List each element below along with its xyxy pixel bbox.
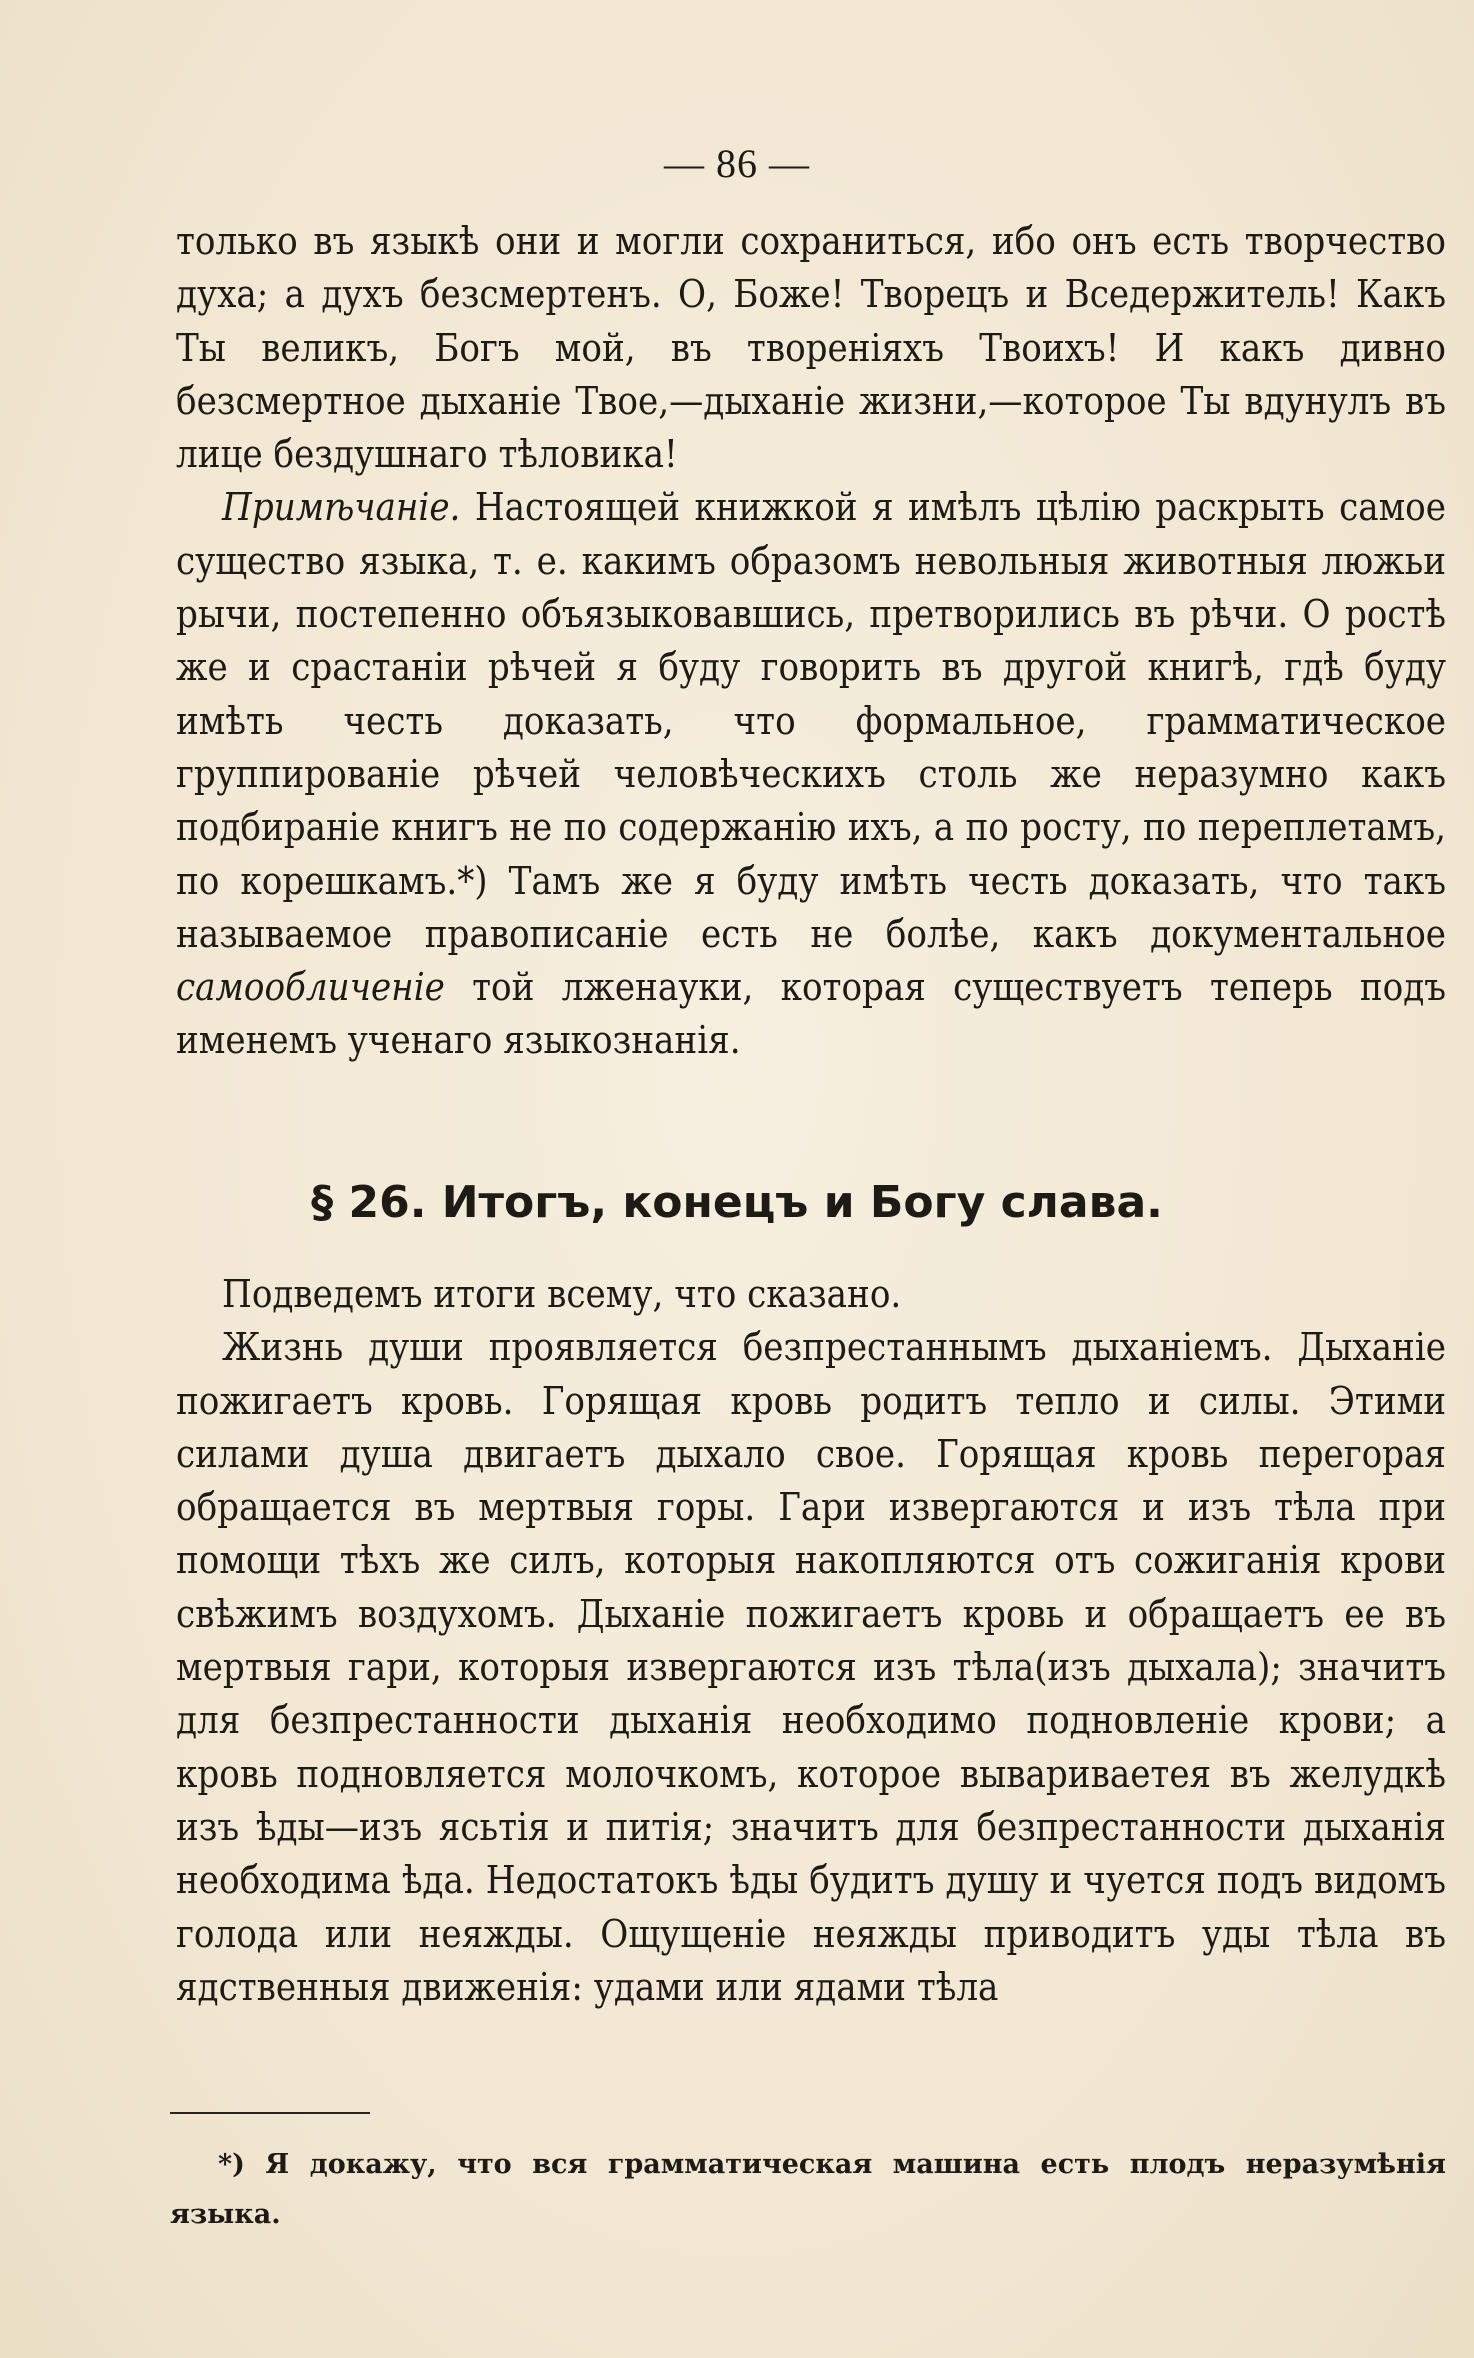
text-block-top: [176, 215, 1446, 1068]
note-emphasis: самообличеніе: [176, 965, 445, 1010]
note-text-part-1: Настоящей книжкой я имѣлъ цѣлію раскрыть самое существо языка, т. е. какимъ образомъ невольныя животныя люжьи рычи, постепенно объязыковавшись, претворились въ рѣчи. О ростѣ же и срастаніи рѣчей я буду говорить въ другой книгѣ, гдѣ буду имѣть честь доказать, что формальное, грамматическое группированіе рѣчей человѣческихъ столь же неразумно какъ подбираніе книгъ не по содержанію ихъ, а по росту, по переплетамъ, по корешкамъ.*) Тамъ же я буду имѣть честь доказать, что такъ называемое правописаніе есть не болѣе, какъ документальное: [176, 485, 1446, 956]
footnote-text: *) Я докажу, что вся грамматическая машина есть плодъ неразумѣнія языка.: [170, 2149, 1446, 2230]
paragraph-note: [176, 481, 1446, 1067]
footnote: [170, 2140, 1446, 2240]
section-heading: § 26. Итогъ, конецъ и Богу слава.: [311, 1177, 1163, 1228]
footnote-divider: [170, 2112, 370, 2114]
paragraph-summary-body: Жизнь души проявляется безпрестаннымъ дыханіемъ. Дыханіе пожигаетъ кровь. Горящая кровь родитъ тепло и силы. Этими силами душа двигаетъ дыхало свое. Горящая кровь перегорая обращается въ мертвыя горы. Гари извергаются и изъ тѣла при помощи тѣхъ же силъ, которыя накопляются отъ сожиганія крови свѣжимъ воздухомъ. Дыханіе пожигаетъ кровь и обращаетъ ее въ мертвыя гари, которыя извергаются изъ тѣла(изъ дыхала); значитъ для безпрестанности дыханія необходимо подновленіе крови; а кровь подновляется молочкомъ, которое вывариваетея въ желудкѣ изъ ѣды—изъ ясьтія и питія; значитъ для безпрестанности дыханія необходима ѣда. Недостатокъ ѣды будитъ душу и чуется подъ видомъ голода или неяжды. Ощущеніе неяжды приводитъ уды тѣла въ ядственныя движенія: удами или ядами тѣла: [176, 1325, 1446, 2009]
paragraph-conclusion: только въ языкѣ они и могли сохраниться, ибо онъ есть творчество духа; а духъ безсмертенъ. О, Боже! Творецъ и Вседержитель! Какъ Ты великъ, Богъ мой, въ твореніяхъ Твоихъ! И какъ дивно безсмертное дыханіе Твое,—дыханіе жизни,—которое Ты вдунулъ въ лице бездушнаго тѣловика!: [176, 219, 1446, 477]
note-text-part-2: той лженауки, которая существуетъ теперь подъ именемъ ученаго языкознанія.: [176, 965, 1446, 1063]
note-label: Примѣчаніе.: [222, 485, 461, 530]
paragraph-summary-intro: Подведемъ итоги всему, что сказано.: [222, 1272, 902, 1316]
page-number: — 86 —: [664, 141, 810, 186]
text-block-bottom: [176, 1268, 1446, 2014]
